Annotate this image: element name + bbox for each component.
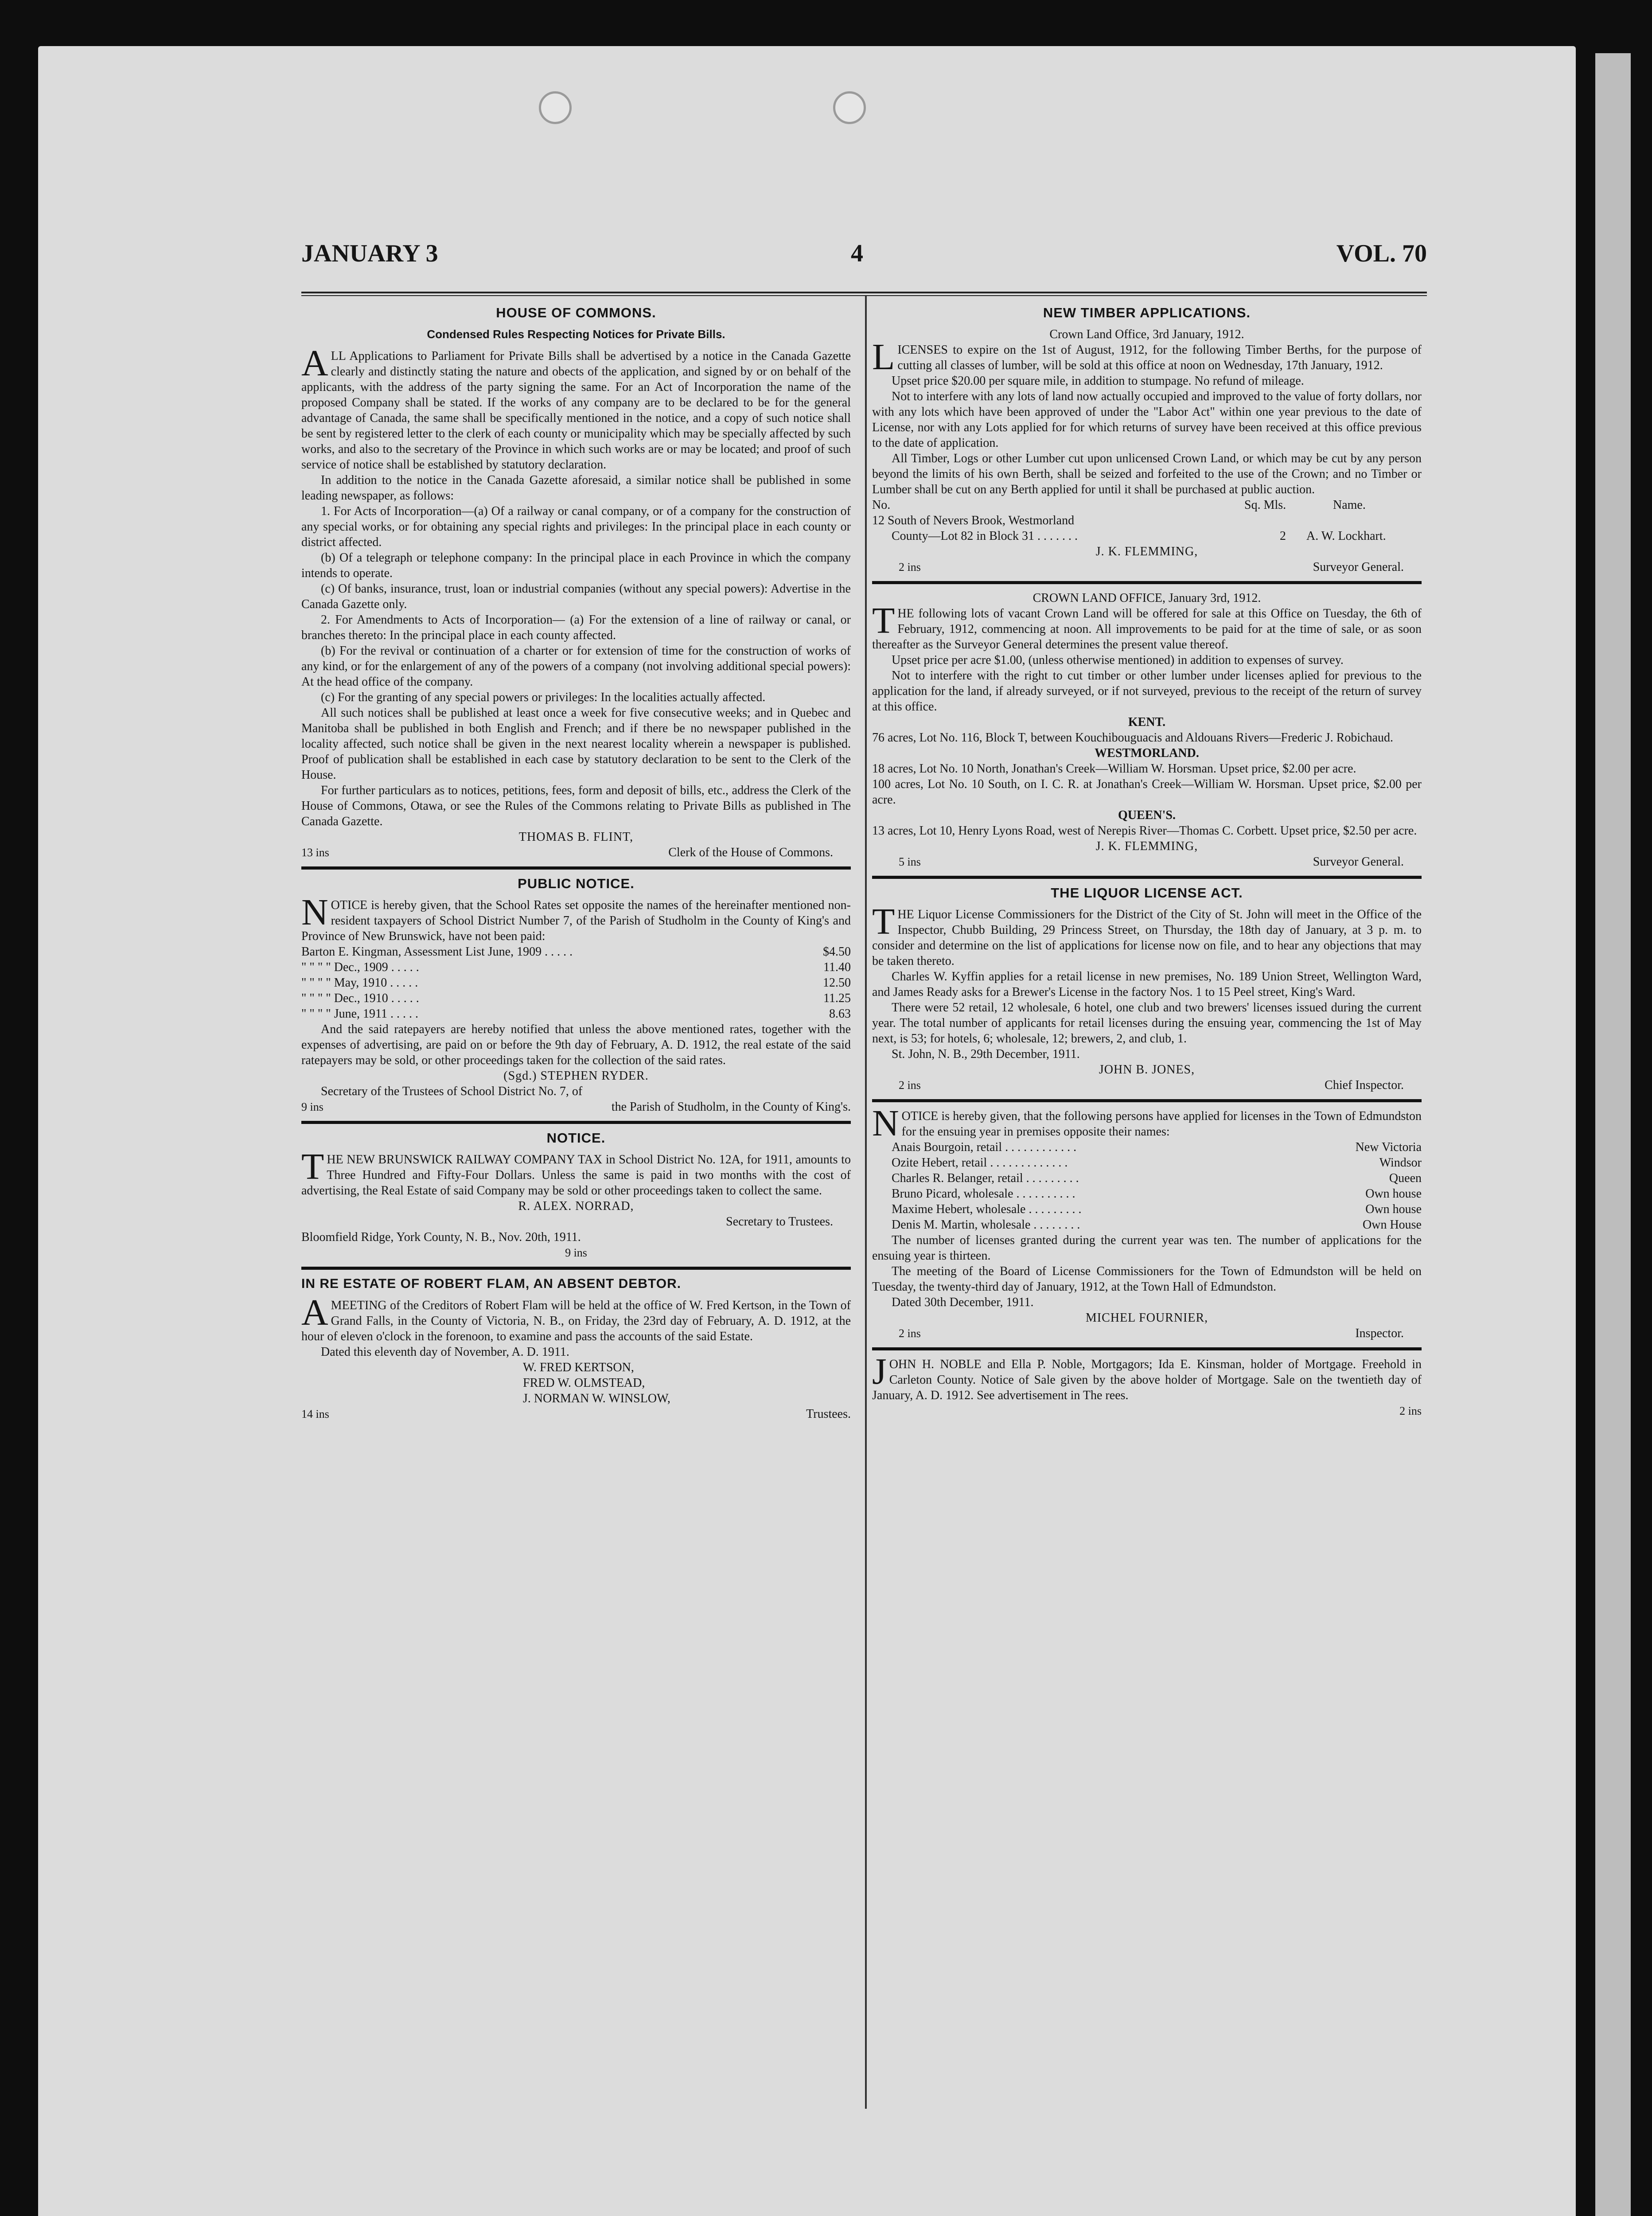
public-notice-sec-line2: the Parish of Studholm, in the County of King's. <box>611 1100 851 1114</box>
commons-para: ALL Applications to Parliament for Private Bills shall be advertised by a notice in the Canada Gazette clearly and distinctly stating the nature and obects of the application, and signed by or on behalf of the applicants, with the address of the party signing the same. For an Act of Incorporation the name of the proposed Company shall be stated. If the works of any company are to be declared to be for the general advantage of Canada, the same shall be specifically mentioned in the notice, and a copy of such notice shall be sent by registered letter to the clerk of each county or municipality which may be specially affected by such works, and also to the secretary of the Province in which such works are or may be located; and proof of such service of notice shall be established by statutory declaration. <box>301 343 851 472</box>
commons-sigline <box>301 845 851 860</box>
page-header <box>301 239 1427 270</box>
flam-dated: Dated this eleventh day of November, A. D. 1911. <box>321 1345 569 1359</box>
crown-ins: 5 ins <box>899 855 921 868</box>
crown-para: Upset price per acre $1.00, (unless otherwise mentioned) in addition to expenses of survey. <box>892 653 1344 667</box>
crown-signer: J. K. FLEMMING, <box>1095 839 1198 853</box>
edmundston-sigline <box>872 1326 1422 1341</box>
liquor-para: There were 52 retail, 12 wholesale, 6 hotel, one club and two brewers' licenses issued during the current year. The total number of applicants for retail licenses during the ensuing year, commencing the 1st of May next, is 53; for hotels, 6; wholesale, 12; brewers, 2, and club, 1. <box>872 1001 1422 1046</box>
right-column <box>872 300 1422 1419</box>
volume-number: VOL. 70 <box>1336 240 1427 267</box>
commons-signer-title: Clerk of the House of Commons. <box>668 846 833 859</box>
queens-heading: QUEEN'S. <box>1118 808 1176 822</box>
liquor-para: THE Liquor License Commissioners for the District of the City of St. John will meet in the Office of the Inspector, Chubb Building, 29 Princess Street, on Thursday, the 18th day of January, at 3 p. m. to consider and determine on the list of applications for license now on file, and to hear any objections that may be taken thereto. <box>872 901 1422 968</box>
rate-row: Barton E. Kingman, Assessment List June, 1909 . . . . . $4.50 <box>301 945 851 959</box>
license-row: Charles R. Belanger, retail . . . . . . . . . Queen <box>892 1171 1422 1185</box>
timber-title: NEW TIMBER APPLICATIONS. <box>1043 305 1251 320</box>
kent-entry: 76 acres, Lot No. 116, Block T, between Kouchibouguacis and Aldouans Rivers—Frederic J. Robichaud. <box>872 731 1394 745</box>
liquor-signer-title: Chief Inspector. <box>1325 1078 1404 1092</box>
col-name: Name. <box>1333 498 1366 512</box>
timber-para: Upset price $20.00 per square mile, in addition to stumpage. No refund of mileage. <box>892 374 1304 388</box>
public-notice-intro: NOTICE is hereby given, that the School Rates set opposite the names of the hereinafter mentioned non-resident taxpayers of School District Number 7, of the Parish of Studholm in the County of King's and Province of New Brunswick, have not been paid: <box>301 892 851 943</box>
rate-row: " " " " June, 1911 . . . . . 8.63 <box>301 1007 851 1021</box>
commons-para: (c) For the granting of any special powers or privileges: In the localities actually affected. <box>321 691 766 704</box>
commons-para: 2. For Amendments to Acts of Incorporation— (a) For the extension of a line of railway or canal, or branches thereto: In the principal place in each county affected. <box>301 613 851 642</box>
flam-ins: 14 ins <box>301 1408 329 1420</box>
timber-row: County—Lot 82 in Block 31 . . . . . . . 2 A. W. Lockhart. <box>892 529 1386 543</box>
commons-para: 1. For Acts of Incorporation—(a) Of a railway or canal company, or of a company for the construction of any special works, or for obtaining any special rights and privileges: In the principal place in each county or district affected. <box>301 504 851 549</box>
kent-heading: KENT. <box>1128 715 1166 729</box>
section-rule <box>301 1267 851 1270</box>
timber-sigline <box>872 559 1422 575</box>
commons-para: For further particulars as to notices, petitions, fees, form and deposit of bills, etc., address the Clerk of the House of Commons, Otawa, or see the Rules of the Commons relating to Private Bills as published in The Canada Gazette. <box>301 784 851 828</box>
crown-office: CROWN LAND OFFICE, January 3rd, 1912. <box>1032 591 1261 605</box>
edmundston-signer: MICHEL FOURNIER, <box>1085 1311 1208 1325</box>
notice-ins: 9 ins <box>565 1246 587 1259</box>
col-sq: Sq. Mls. <box>1244 498 1286 512</box>
section-rule <box>301 866 851 870</box>
flam-name: FRED W. OLMSTEAD, <box>523 1376 645 1390</box>
license-row: Bruno Picard, wholesale . . . . . . . . . . Own house <box>892 1187 1422 1201</box>
section-rule <box>872 581 1422 584</box>
section-rule <box>872 1347 1422 1350</box>
commons-para: (b) Of a telegraph or telephone company: In the principal place in each Province in which the company intends to operate. <box>301 551 851 580</box>
license-row: Ozite Hebert, retail . . . . . . . . . . . . . Windsor <box>892 1156 1422 1170</box>
commons-para: (c) Of banks, insurance, trust, loan or industrial companies (without any special powers): Advertise in the Canada Gazette only. <box>301 582 851 611</box>
flam-name: J. NORMAN W. WINSLOW, <box>523 1392 670 1405</box>
liquor-sigline <box>872 1077 1422 1093</box>
flam-name: W. FRED KERTSON, <box>523 1361 634 1374</box>
commons-subtitle: Condensed Rules Respecting Notices for Private Bills. <box>427 328 725 341</box>
left-column <box>301 300 851 1422</box>
rate-row: " " " " Dec., 1909 . . . . . 11.40 <box>301 960 851 974</box>
license-row: Denis M. Martin, wholesale . . . . . . . . Own House <box>892 1218 1422 1232</box>
timber-table-head <box>872 497 1422 513</box>
liquor-signer: JOHN B. JONES, <box>1099 1063 1195 1077</box>
crown-sigline <box>872 854 1422 870</box>
commons-signer: THOMAS B. FLINT, <box>518 830 634 844</box>
commons-para: All such notices shall be published at least once a week for five consecutive weeks; and in Quebec and Manitoba shall be published in both English and French; and if there be no newspaper published in the locality affected, such notice shall be given in the next nearest locality wherein a newspaper is published. Proof of publication shall be established in each case by statutory declaration to be sent to the Clerk of the House. <box>301 706 851 782</box>
binding-hole-right <box>833 91 866 124</box>
liquor-ins: 2 ins <box>899 1079 921 1092</box>
notice-title: NOTICE. <box>546 1130 606 1146</box>
public-notice-sec-line: Secretary of the Trustees of School District No. 7, of <box>321 1085 583 1098</box>
timber-office: Crown Land Office, 3rd January, 1912. <box>1049 328 1244 341</box>
edmundston-para: The meeting of the Board of License Commissioners for the Town of Edmundston will be held on Tuesday, the twenty-third day of January, 1912, at the Town Hall of Edmundston. <box>872 1264 1422 1294</box>
edmundston-para: NOTICE is hereby given, that the following persons have applied for licenses in the Town of Edmundston for the ensuing year in premises opposite their names: <box>872 1103 1422 1144</box>
timber-signer-title: Surveyor General. <box>1313 560 1404 574</box>
timber-para: All Timber, Logs or other Lumber cut upon unlicensed Crown Land, or which may be cut by any person beyond the limits of his own Berth, shall be seized and forfeited to the use of the Crown; and no Timber or Lumber shall be cut on any Berth applied for until it shall be purchased at public auction. <box>872 452 1422 496</box>
rate-row: " " " " May, 1910 . . . . . 12.50 <box>301 976 851 990</box>
edmundston-dated: Dated 30th December, 1911. <box>892 1295 1034 1309</box>
edmundston-signer-title: Inspector. <box>1355 1326 1404 1340</box>
noble-ins: 2 ins <box>1399 1405 1422 1417</box>
notice-signer-title: Secretary to Trustees. <box>726 1215 833 1229</box>
timber-row: 12 South of Nevers Brook, Westmorland <box>872 514 1075 527</box>
commons-title: HOUSE OF COMMONS. <box>496 305 656 320</box>
timber-para: Not to interfere with any lots of land now actually occupied and improved to the value of forty dollars, nor with any lots which have been approved of under the "Labor Act" within one year previous to the date of License, nor with any Lots applied for for which returns of survey have been received at this office previous to the date of application. <box>872 390 1422 450</box>
license-row: Maxime Hebert, wholesale . . . . . . . . . Own house <box>892 1202 1422 1216</box>
timber-ins: 2 ins <box>899 561 921 574</box>
col-no: No. <box>872 498 891 512</box>
timber-signer: J. K. FLEMMING, <box>1095 545 1198 558</box>
section-rule <box>872 1099 1422 1102</box>
rate-row: " " " " Dec., 1910 . . . . . 11.25 <box>301 991 851 1005</box>
notice-place: Bloomfield Ridge, York County, N. B., Nov. 20th, 1911. <box>301 1230 581 1244</box>
notice-signer: R. ALEX. NORRAD, <box>518 1199 634 1213</box>
public-notice-title: PUBLIC NOTICE. <box>518 876 635 891</box>
flam-title: IN RE ESTATE OF ROBERT FLAM, AN ABSENT DEBTOR. <box>301 1276 682 1291</box>
westmorland-entry: 100 acres, Lot No. 10 South, on I. C. R. at Jonathan's Creek—William W. Horsman. Upset price, $2.00 per acre. <box>872 777 1422 807</box>
timber-para: LICENSES to expire on the 1st of August, 1912, for the following Timber Berths, for the purpose of cutting all classes of lumber, will be sold at this office at noon on Wednesday, 17th January, 1912. <box>872 336 1422 378</box>
public-notice-ins: 9 ins <box>301 1100 323 1113</box>
westmorland-heading: WESTMORLAND. <box>1095 746 1199 760</box>
commons-para: (b) For the revival or continuation of a charter or for extension of time for the construction of works of any kind, or for the enlargement of any of the powers of a company (not involving additional special powers): At the head office of the company. <box>301 644 851 689</box>
public-notice-sigline <box>301 1099 851 1115</box>
section-rule <box>301 1121 851 1124</box>
westmorland-entry: 18 acres, Lot No. 10 North, Jonathan's Creek—William W. Horsman. Upset price, $2.00 per acre. <box>872 762 1356 776</box>
page-edge <box>1595 53 1631 2216</box>
flam-trustees: Trustees. <box>806 1407 851 1421</box>
flam-sigline <box>301 1406 851 1422</box>
commons-ins: 13 ins <box>301 846 329 859</box>
liquor-title: THE LIQUOR LICENSE ACT. <box>1051 885 1243 901</box>
queens-entry: 13 acres, Lot 10, Henry Lyons Road, west of Nerepis River—Thomas C. Corbett. Upset price, $2.50 per acre. <box>872 824 1417 838</box>
section-rule <box>872 876 1422 879</box>
column-divider <box>865 296 867 2109</box>
public-notice-para: And the said ratepayers are hereby notified that unless the above mentioned rates, together with the expenses of advertising, are paid on or before the 9th day of February, A. D. 1912, the real estate of the said ratepayers may be sold, or other proceedings taken for the collection of the said rates. <box>301 1022 851 1067</box>
license-row: Anais Bourgoin, retail . . . . . . . . . . . . New Victoria <box>892 1140 1422 1154</box>
notice-para: THE NEW BRUNSWICK RAILWAY COMPANY TAX in School District No. 12A, for 1911, amounts to Three Hundred and Fifty-Four Dollars. Unless the same is paid in two months with the cost of advertising, the Real Estate of said Company may be sold or other proceedings taken to collect the same. <box>301 1146 851 1198</box>
edmundston-ins: 2 ins <box>899 1327 921 1340</box>
crown-para: Not to interfere with the right to cut timber or other lumber under licenses aplied for previous to the application for the land, if already surveyed, or if not surveyed, previous to the receipt of the return of survey at this office. <box>872 669 1422 714</box>
header-date: JANUARY 3 <box>301 240 438 267</box>
public-notice-signer: (Sgd.) STEPHEN RYDER. <box>503 1069 649 1083</box>
noble-para: JOHN H. NOBLE and Ella P. Noble, Mortgagors; Ida E. Kinsman, holder of Mortgage. Freehold in Carleton County. Notice of Sale given by the above holder of Mortgage. Sale on the twentieth day of January, A. D. 1912. See advertisement in The rees. <box>872 1351 1422 1402</box>
crown-para: THE following lots of vacant Crown Land will be offered for sale at this Office on Tuesday, the 6th of February, 1912, commencing at noon. All improvements to be paid for at the time of sale, or as soon thereafter as the Surveyor General determines the present value thereof. <box>872 600 1422 652</box>
header-rule <box>301 292 1427 296</box>
flam-para: AMEETING of the Creditors of Robert Flam will be held at the office of W. Fred Kertson, in the Town of Grand Falls, in the County of Victoria, N. B., on Friday, the 23rd day of February, A. D. 1912, at the hour of eleven o'clock in the forenoon, to examine and pass the accounts of the said Estate. <box>301 1292 851 1343</box>
commons-para: In addition to the notice in the Canada Gazette aforesaid, a similar notice shall be published in some leading newspaper, as follows: <box>301 473 851 503</box>
page-number: 4 <box>851 240 863 267</box>
liquor-dateline: St. John, N. B., 29th December, 1911. <box>892 1047 1080 1061</box>
binding-hole-left <box>539 91 572 124</box>
liquor-para: Charles W. Kyffin applies for a retail license in new premises, No. 189 Union Street, Wellington Ward, and James Ready asks for a Brewer's License in the factory Nos. 1 to 15 Peel street, King's Ward. <box>872 970 1422 999</box>
edmundston-para: The number of licenses granted during the current year was ten. The number of applications for the ensuing year is thirteen. <box>872 1233 1422 1263</box>
crown-signer-title: Surveyor General. <box>1313 855 1404 869</box>
